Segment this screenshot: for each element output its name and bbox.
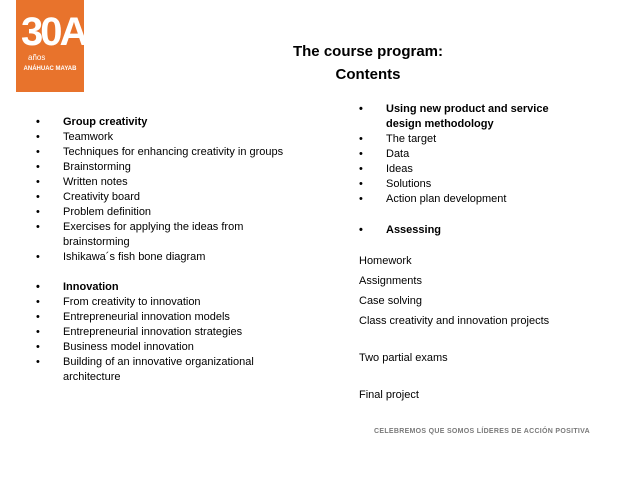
methodology-list — [359, 102, 609, 207]
list-item: • Data — [359, 147, 609, 162]
assessment-item: Class creativity and innovation projects — [359, 315, 550, 327]
slide-title-line2: Contents — [335, 66, 401, 83]
assessing-list — [359, 223, 609, 238]
list-item: • Written notes — [36, 175, 326, 190]
list-item: • Teamwork — [36, 130, 326, 145]
list-item: • Entrepreneurial innovation strategies — [36, 325, 326, 340]
group-creativity-list — [36, 115, 326, 265]
right-column — [359, 102, 609, 403]
list-item: • Action plan development — [359, 192, 609, 207]
list-item: • The target — [359, 132, 609, 147]
list-item: • Creativity board — [36, 190, 326, 205]
slide-title — [238, 40, 498, 86]
list-item: • Ideas — [359, 162, 609, 177]
list-item: • Ishikawa´s fish bone diagram — [36, 250, 326, 265]
assessment-item: Final project — [359, 389, 419, 401]
list-item: • Building of an innovative organizational architecture — [36, 355, 303, 385]
logo-anos: años — [28, 53, 46, 62]
assessment-item: Assignments — [359, 275, 422, 287]
list-item: • Business model innovation — [36, 340, 326, 355]
list-heading-group-creativity: • Group creativity — [36, 115, 326, 130]
list-item: • From creativity to innovation — [36, 295, 326, 310]
list-heading-methodology: • Using new product and service design methodology — [359, 102, 586, 132]
list-item: • Brainstorming — [36, 160, 326, 175]
list-item: • Entrepreneurial innovation models — [36, 310, 326, 325]
list-heading-innovation: • Innovation — [36, 280, 326, 295]
slide-title-line1: The course program: — [292, 43, 444, 60]
logo-university-name: ANÁHUAC MAYAB — [23, 66, 77, 72]
list-item: • Exercises for applying the ideas from brainstorming — [36, 220, 283, 250]
innovation-list — [36, 280, 326, 385]
assessment-item: Two partial exams — [359, 352, 448, 364]
list-item: • Techniques for enhancing creativity in groups — [36, 145, 326, 160]
assessment-item: Case solving — [359, 295, 422, 307]
logo-number: 30A — [21, 10, 86, 54]
left-column — [36, 115, 326, 385]
list-heading-assessing: • Assessing — [359, 223, 609, 238]
assessment-item: Homework — [359, 255, 412, 267]
university-logo — [16, 0, 84, 92]
list-item: • Solutions — [359, 177, 609, 192]
list-item: • Problem definition — [36, 205, 326, 220]
footer-slogan: CELEBREMOS QUE SOMOS LÍDERES DE ACCIÓN POSITIVA — [374, 428, 590, 435]
